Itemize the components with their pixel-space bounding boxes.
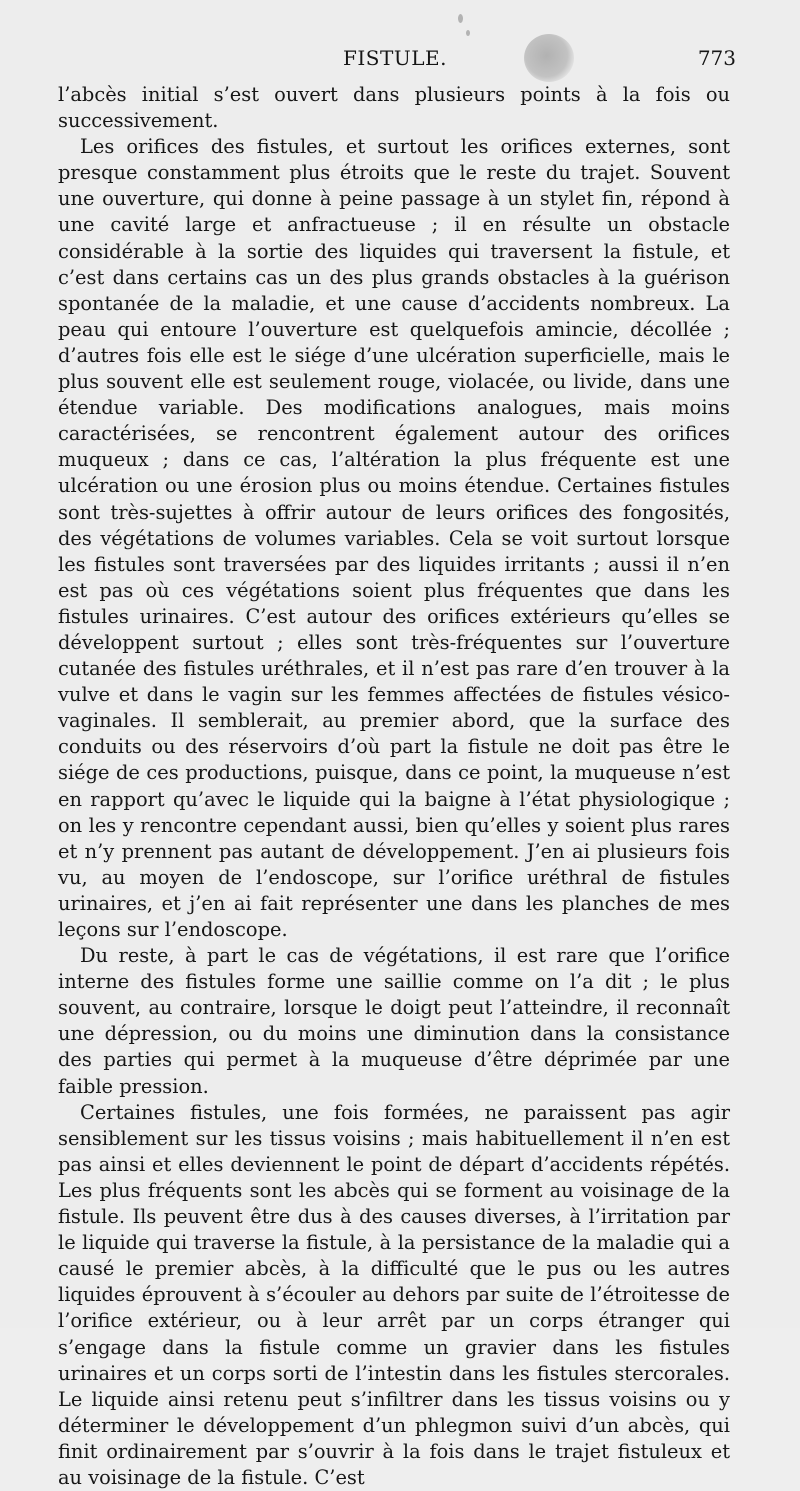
ink-speck — [458, 14, 463, 23]
paragraph: l’abcès initial s’est ouvert dans plusieurs points à la fois ou successivement. — [58, 83, 730, 133]
paragraph: Les orifices des fistules, et surtout les orifices externes, sont presque constamment plus étroits que le reste du trajet. Souvent une ouverture, qui donne à peine passage à un stylet fin, répond à une cavité large et anfractueuse ; il en résulte un obstacle considérable à la sortie des liquides qui traversent la fistule, et c’est dans certains cas un des plus grands obstacles à la guérison spontanée de la maladie, et une cause d’accidents nombreux. La peau qui entoure l’ouverture est quelquefois amincie, décollée ; d’autres fois elle est le siége d’une ulcération superficielle, mais le plus souvent elle est seulement rouge, violacée, ou livide, dans une étendue variable. Des modifications analogues, mais moins caractérisées, se rencontrent également autour des orifices muqueux ; dans ce cas, l’altération la plus fréquente est une ulcération ou une érosion plus ou moins étendue. Certaines fistules sont très-sujettes à offrir autour de leurs orifices des fongosités, des végétations de volumes variables. Cela se voit surtout lorsque les fistules sont traversées par des liquides irritants ; aussi il n’en est pas où ces végétations soient plus fréquentes que dans les fistules urinaires. C’est autour des orifices extérieurs qu’elles se développent surtout ; elles sont très-fréquentes sur l’ouverture cutanée des fistules uréthrales, et il n’est pas rare d’en trouver à la vulve et dans le vagin sur les femmes affectées de fistules vésico-vaginales. Il semblerait, au premier abord, que la surface des conduits ou des réservoirs d’où part la fistule ne doit pas être le siége de ces productions, puisque, dans ce point, la muqueuse n’est en rapport qu’avec le liquide qui la baigne à l’état physiologique ; on les y rencontre cependant aussi, bien qu’elles y soient plus rares et n’y prennent pas autant de développement. J’en ai plusieurs fois vu, au moyen de l’endoscope, sur l’orifice uréthral de fistules urinaires, et j’en ai fait représenter une dans les planches de mes leçons sur l’endoscope. — [58, 135, 730, 941]
ink-speck — [466, 30, 470, 36]
running-title: FISTULE. — [343, 46, 447, 70]
paragraph: Du reste, à part le cas de végétations, il est rare que l’orifice interne des fistules forme une saillie comme on l’a dit ; le plus souvent, au contraire, lorsque le doigt peut l’atteindre, il reconnaît une dépression, ou du moins une diminution dans la consistance des parties qui permet à la muqueuse d’être déprimée par une faible pression. — [58, 944, 730, 1098]
paragraph: Certaines fistules, une fois formées, ne paraissent pas agir sensiblement sur les tissus voisins ; mais habituellement il n’en est pas ainsi et elles deviennent le point de départ d’accidents répétés. Les plus fréquents sont les abcès qui se forment au voisinage de la fistule. Ils peuvent être dus à des causes diverses, à l’irritation par le liquide qui traverse la fistule, à la persistance de la maladie qui a causé le premier abcès, à la difficulté que le pus ou les autres liquides éprouvent à s’écouler au dehors par suite de l’étroitesse de l’orifice extérieur, ou à leur arrêt par un corps étranger qui s’engage dans la fistule comme un gravier dans les fistules urinaires et un corps sorti de l’intestin dans les fistules stercorales. Le liquide ainsi retenu peut s’infiltrer dans les tissus voisins ou y déterminer le développement d’un phlegmon suivi d’un abcès, qui finit ordinairement par s’ouvrir à la fois dans le trajet fistuleux et au voisinage de la fistule. C’est — [58, 1100, 730, 1489]
page-header — [60, 46, 736, 76]
page-number: 773 — [697, 46, 736, 70]
body-text — [58, 82, 730, 1491]
